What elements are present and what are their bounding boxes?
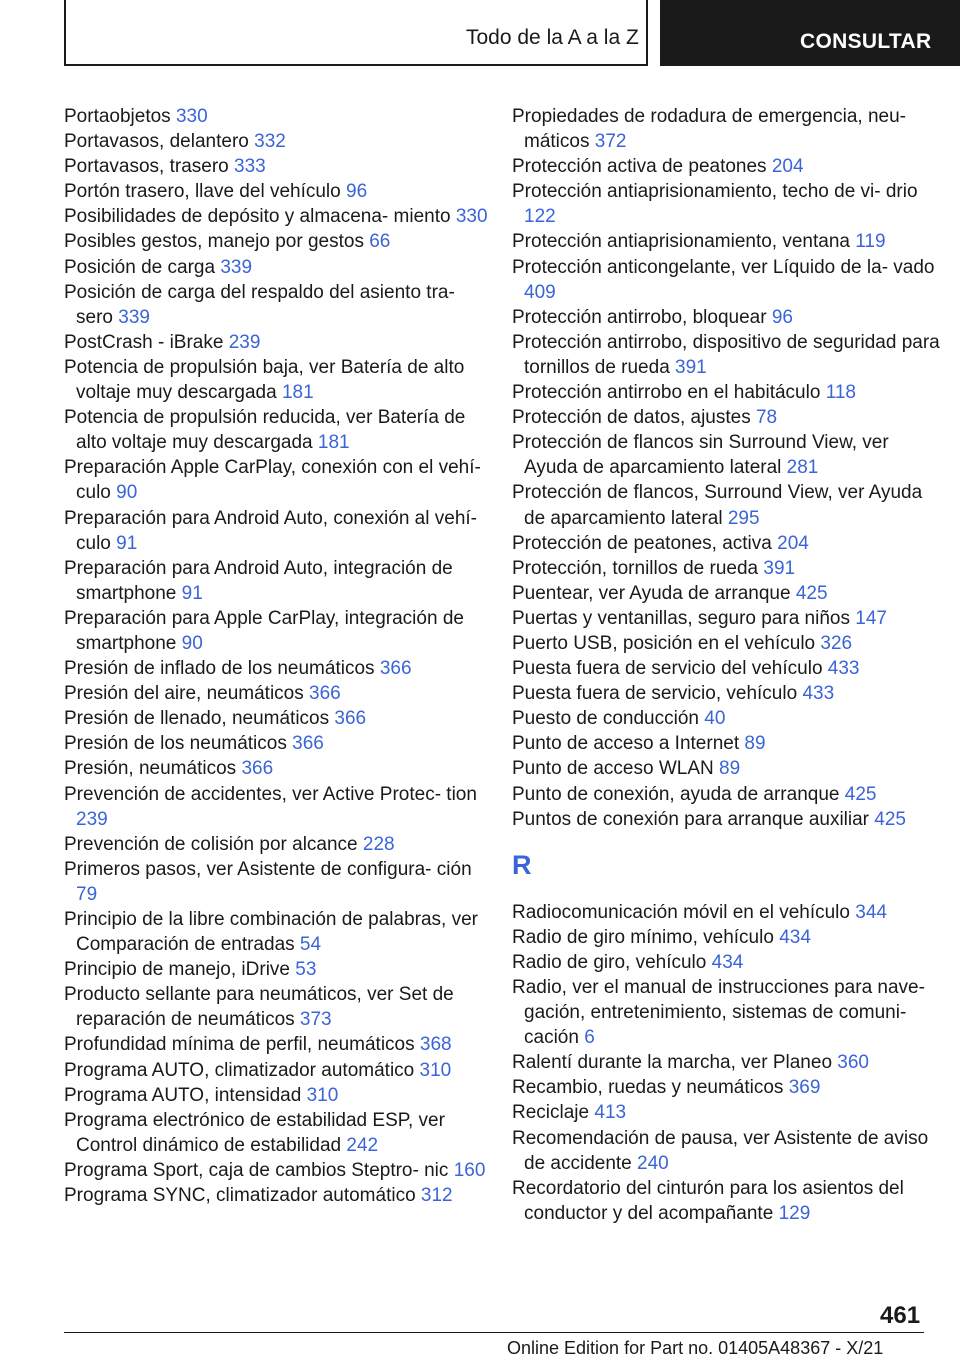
index-entry bbox=[512, 330, 942, 380]
index-entry bbox=[64, 957, 494, 982]
index-entry bbox=[512, 782, 942, 807]
index-entry-text: Portavasos, delantero bbox=[64, 131, 249, 153]
index-entry-page-link[interactable]: 433 bbox=[802, 683, 835, 705]
index-entry bbox=[64, 982, 494, 1032]
index-entry bbox=[512, 405, 942, 430]
index-entry-text: Posibles gestos, manejo por gestos bbox=[64, 231, 364, 253]
index-entry-text: Primeros pasos, ver Asistente de configura‐ ción bbox=[64, 858, 472, 880]
index-entry bbox=[512, 681, 942, 706]
index-entry-page-link[interactable]: 89 bbox=[744, 733, 766, 755]
index-entry-page-link[interactable]: 360 bbox=[837, 1052, 869, 1074]
index-entry-text: Protección de peatones, activa bbox=[512, 532, 772, 554]
index-entry-page-link[interactable]: 425 bbox=[844, 783, 877, 805]
index-entry-page-link[interactable]: 433 bbox=[827, 658, 860, 680]
section-letter-heading: R bbox=[512, 849, 532, 880]
index-entry-page-link[interactable]: 434 bbox=[711, 951, 744, 973]
index-entry-page-link[interactable]: 366 bbox=[292, 733, 324, 755]
index-entry-page-link[interactable]: 425 bbox=[795, 582, 828, 604]
index-entry-text: Protección antirrobo, dispositivo de seguridad para tornillos de rueda bbox=[512, 331, 940, 378]
index-entry-text: Reciclaje bbox=[512, 1102, 590, 1124]
index-entry-page-link[interactable]: 122 bbox=[524, 206, 556, 228]
index-entry-page-link[interactable]: 330 bbox=[175, 106, 208, 127]
index-entry bbox=[64, 1158, 494, 1183]
index-entry-page-link[interactable]: 240 bbox=[637, 1152, 669, 1174]
index-entry bbox=[64, 1083, 494, 1108]
index-entry-page-link[interactable]: 96 bbox=[346, 181, 368, 203]
tab-consultar[interactable]: CONSULTAR bbox=[660, 0, 960, 66]
index-entry bbox=[512, 255, 942, 305]
index-entry bbox=[512, 430, 942, 480]
index-entry-text: Puerto USB, posición en el vehículo bbox=[512, 632, 816, 654]
index-entry-text: Preparación Apple CarPlay, conexión con el vehí‐ culo bbox=[64, 457, 481, 504]
index-entry-page-link[interactable]: 90 bbox=[181, 632, 203, 654]
index-entry-page-link[interactable]: 326 bbox=[820, 632, 853, 654]
index-entry-text: Portavasos, trasero bbox=[64, 156, 229, 178]
index-entry-page-link[interactable]: 373 bbox=[299, 1009, 332, 1031]
index-entry bbox=[64, 681, 494, 706]
index-entry bbox=[64, 606, 494, 656]
index-entry bbox=[512, 807, 942, 832]
index-entry-page-link[interactable]: 339 bbox=[220, 256, 253, 278]
index-entry-text: Recomendación de pausa, ver Asistente de aviso de accidente bbox=[512, 1127, 929, 1174]
index-entry-page-link[interactable]: 66 bbox=[369, 231, 391, 253]
index-entry bbox=[512, 950, 942, 975]
index-entry-text: Preparación para Android Auto, integración de smartphone bbox=[64, 557, 453, 604]
index-entry-page-link[interactable]: 368 bbox=[419, 1034, 452, 1056]
index-entry-page-link[interactable]: 310 bbox=[306, 1084, 339, 1106]
index-entry-text: Portaobjetos bbox=[64, 106, 171, 127]
index-entry-page-link[interactable]: 369 bbox=[788, 1077, 821, 1099]
index-entry-page-link[interactable]: 91 bbox=[181, 582, 203, 604]
index-entry-text: Potencia de propulsión reducida, ver Batería de alto voltaje muy descargada bbox=[64, 407, 466, 454]
index-entry-page-link[interactable]: 54 bbox=[299, 934, 322, 956]
index-entry-text: Puntos de conexión para arranque auxiliar bbox=[512, 808, 870, 830]
index-entry-page-link[interactable]: 391 bbox=[675, 356, 707, 378]
index-entry-page-link[interactable]: 118 bbox=[825, 382, 856, 404]
index-entry-page-link[interactable]: 79 bbox=[76, 883, 98, 905]
index-entry-text: Portón trasero, llave del vehículo bbox=[64, 181, 341, 203]
index-entry-text: Preparación para Apple CarPlay, integración de smartphone bbox=[64, 607, 464, 654]
index-column-left bbox=[64, 104, 494, 1208]
index-entry-page-link[interactable]: 239 bbox=[228, 331, 261, 353]
index-entry-text: Protección, tornillos de rueda bbox=[512, 557, 759, 579]
index-entry-page-link[interactable]: 344 bbox=[855, 901, 887, 923]
index-entry-text: Programa electrónico de estabilidad ESP, ver Control dinámico de estabilidad bbox=[64, 1109, 445, 1156]
index-entry bbox=[512, 900, 942, 925]
index-entry bbox=[64, 506, 494, 556]
index-entry-text: Protección de flancos sin Surround View, ver Ayuda de aparcamiento lateral bbox=[512, 432, 889, 479]
index-entry-text: Presión de los neumáticos bbox=[64, 733, 287, 755]
index-entry-page-link[interactable]: 181 bbox=[281, 382, 314, 404]
index-entry bbox=[64, 782, 494, 832]
index-entry-page-link[interactable]: 160 bbox=[453, 1159, 486, 1181]
index-entry bbox=[512, 731, 942, 756]
index-group-r bbox=[512, 900, 942, 1226]
index-entry-text: Radio de giro mínimo, vehículo bbox=[512, 926, 774, 948]
index-entry bbox=[64, 104, 494, 129]
index-entry bbox=[512, 1075, 942, 1100]
index-entry bbox=[512, 380, 942, 405]
index-entry-page-link[interactable]: 295 bbox=[727, 507, 760, 529]
index-entry bbox=[64, 556, 494, 606]
index-entry-text: Protección activa de peatones bbox=[512, 156, 767, 178]
index-entry-page-link[interactable]: 281 bbox=[786, 457, 819, 479]
index-entry-text: Radio de giro, vehículo bbox=[512, 951, 707, 973]
index-entry-text: Punto de conexión, ayuda de arranque bbox=[512, 783, 840, 805]
index-entry-text: Protección antiaprisionamiento, techo de vi‐ drio bbox=[512, 181, 918, 203]
index-entry bbox=[64, 706, 494, 731]
index-entry bbox=[64, 1108, 494, 1158]
index-entry-page-link[interactable]: 333 bbox=[234, 156, 266, 178]
index-entry bbox=[512, 1100, 942, 1125]
index-entry-page-link[interactable]: 181 bbox=[317, 432, 350, 454]
index-entry-page-link[interactable]: 204 bbox=[777, 532, 809, 554]
index-entry-page-link[interactable]: 89 bbox=[719, 758, 741, 780]
index-entry-text: Programa Sport, caja de cambios Steptro‐ nic bbox=[64, 1159, 449, 1181]
index-entry-text: Principio de la libre combinación de palabras, ver Comparación de entradas bbox=[64, 909, 479, 956]
index-entry-text: Presión de llenado, neumáticos bbox=[64, 708, 330, 730]
index-entry-text: Preparación para Android Auto, conexión al vehí‐ culo bbox=[64, 507, 477, 554]
index-entry bbox=[512, 556, 942, 581]
index-entry-page-link[interactable]: 40 bbox=[704, 708, 726, 730]
index-entry bbox=[64, 255, 494, 280]
index-entry bbox=[512, 480, 942, 530]
index-entry-page-link[interactable]: 366 bbox=[309, 683, 341, 705]
index-entry-page-link[interactable]: 366 bbox=[334, 708, 367, 730]
index-entry bbox=[64, 907, 494, 957]
index-entry-page-link[interactable]: 78 bbox=[755, 407, 778, 429]
index-entry-page-link[interactable]: 204 bbox=[771, 156, 804, 178]
index-entry-text: Producto sellante para neumáticos, ver Set de reparación de neumáticos bbox=[64, 984, 454, 1031]
index-entry-page-link[interactable]: 90 bbox=[116, 482, 138, 504]
index-entry-text: Presión del aire, neumáticos bbox=[64, 683, 304, 705]
header-left-border bbox=[64, 0, 66, 66]
index-entry bbox=[512, 531, 942, 556]
index-entry-page-link[interactable]: 242 bbox=[346, 1134, 379, 1156]
index-group-p bbox=[512, 104, 942, 832]
index-entry-page-link[interactable]: 312 bbox=[420, 1185, 453, 1207]
index-entry bbox=[64, 1183, 494, 1208]
index-entry-text: Posibilidades de depósito y almacena‐ miento bbox=[64, 206, 451, 228]
index-entry bbox=[512, 1126, 942, 1176]
index-entry-text: Recambio, ruedas y neumáticos bbox=[512, 1077, 784, 1099]
page-header bbox=[0, 0, 960, 66]
index-entry-page-link[interactable]: 96 bbox=[771, 306, 793, 328]
index-entry-text: Punto de acceso a Internet bbox=[512, 733, 740, 755]
index-entry bbox=[64, 1058, 494, 1083]
index-entry-page-link[interactable]: 310 bbox=[419, 1059, 452, 1081]
index-entry bbox=[64, 455, 494, 505]
header-bottom-border bbox=[64, 64, 648, 66]
index-entry-text: Posición de carga bbox=[64, 256, 216, 278]
index-entry bbox=[64, 129, 494, 154]
index-entry-text: Prevención de colisión por alcance bbox=[64, 833, 358, 855]
index-entry bbox=[64, 154, 494, 179]
index-entry bbox=[512, 606, 942, 631]
index-entry-page-link[interactable]: 409 bbox=[524, 281, 556, 303]
index-entry-text: Protección anticongelante, ver Líquido de la‐ vado bbox=[512, 256, 935, 278]
index-entry bbox=[64, 204, 494, 229]
index-entry-page-link[interactable]: 129 bbox=[778, 1202, 811, 1224]
index-entry bbox=[512, 104, 942, 154]
index-entry-page-link[interactable]: 330 bbox=[455, 206, 488, 228]
index-entry-page-link[interactable]: 413 bbox=[594, 1102, 627, 1124]
index-entry bbox=[64, 179, 494, 204]
tab-index-a-z[interactable]: Todo de la A a la Z bbox=[466, 26, 639, 49]
index-entry-text: Ralentí durante la marcha, ver Planeo bbox=[512, 1052, 833, 1074]
index-entry bbox=[64, 229, 494, 254]
index-entry-text: Posición de carga del respaldo del asiento tra‐ sero bbox=[64, 281, 455, 328]
index-entry-page-link[interactable]: 239 bbox=[76, 808, 108, 830]
index-entry-text: Profundidad mínima de perfil, neumáticos bbox=[64, 1034, 415, 1056]
index-entry bbox=[512, 179, 942, 229]
index-entry bbox=[512, 656, 942, 681]
index-entry-text: Radio, ver el manual de instrucciones para nave‐ gación, entretenimiento, sistemas de comuni‐ cación bbox=[512, 977, 925, 1049]
index-entry-text: Protección antirrobo, bloquear bbox=[512, 306, 767, 328]
index-entry bbox=[64, 280, 494, 330]
index-entry-page-link[interactable]: 366 bbox=[241, 758, 274, 780]
index-entry bbox=[64, 1032, 494, 1057]
footer-divider bbox=[64, 1332, 924, 1333]
index-entry bbox=[512, 706, 942, 731]
index-entry-text: Protección de flancos, Surround View, ver Ayuda de aparcamiento lateral bbox=[512, 482, 923, 529]
index-entry-page-link[interactable]: 372 bbox=[594, 131, 627, 153]
index-entry-text: Programa AUTO, climatizador automático bbox=[64, 1059, 415, 1081]
index-entry-text: PostCrash - iBrake bbox=[64, 331, 224, 353]
index-entry-text: Prevención de accidentes, ver Active Protec‐ tion bbox=[64, 783, 477, 805]
index-entry bbox=[64, 355, 494, 405]
index-entry bbox=[512, 229, 942, 254]
index-entry-text: Propiedades de rodadura de emergencia, neu‐ máticos bbox=[512, 106, 906, 153]
index-entry bbox=[512, 305, 942, 330]
index-entry bbox=[512, 1050, 942, 1075]
index-entry-page-link[interactable]: 147 bbox=[855, 607, 887, 629]
index-entry-text: Puentear, ver Ayuda de arranque bbox=[512, 582, 791, 604]
index-entry bbox=[512, 975, 942, 1050]
page-number: 461 bbox=[880, 1302, 921, 1329]
index-entry bbox=[512, 581, 942, 606]
index-entry-page-link[interactable]: 391 bbox=[763, 557, 796, 579]
index-entry-page-link[interactable]: 332 bbox=[254, 131, 286, 153]
index-entry-page-link[interactable]: 91 bbox=[116, 532, 138, 554]
index-entry-text: Protección antiaprisionamiento, ventana bbox=[512, 231, 850, 253]
index-entry bbox=[64, 756, 494, 781]
index-entry-text: Programa SYNC, climatizador automático bbox=[64, 1185, 416, 1207]
footer-edition: Online Edition for Part no. 01405A48367 - X/21 bbox=[507, 1338, 884, 1358]
index-entry-page-link[interactable]: 339 bbox=[118, 306, 150, 328]
index-entry-text: Puertas y ventanillas, seguro para niños bbox=[512, 607, 850, 629]
index-entry bbox=[512, 631, 942, 656]
index-entry-page-link[interactable]: 6 bbox=[584, 1027, 595, 1049]
index-entry-page-link[interactable]: 119 bbox=[855, 231, 886, 253]
index-entry bbox=[512, 1176, 942, 1226]
index-entry-page-link[interactable]: 366 bbox=[379, 658, 412, 680]
index-entry-text: Protección antirrobo en el habitáculo bbox=[512, 382, 821, 404]
index-entry bbox=[512, 154, 942, 179]
index-entry-text: Punto de acceso WLAN bbox=[512, 758, 714, 780]
index-entry-text: Presión, neumáticos bbox=[64, 758, 237, 780]
index-entry-page-link[interactable]: 434 bbox=[779, 926, 811, 948]
index-entry-text: Principio de manejo, iDrive bbox=[64, 959, 290, 981]
index-entry-text: Programa AUTO, intensidad bbox=[64, 1084, 302, 1106]
index-entry bbox=[64, 330, 494, 355]
index-entry bbox=[64, 656, 494, 681]
index-entry bbox=[64, 731, 494, 756]
index-entry-page-link[interactable]: 228 bbox=[362, 833, 395, 855]
index-entry-page-link[interactable]: 425 bbox=[874, 808, 906, 830]
index-entry bbox=[64, 832, 494, 857]
index-entry-text: Radiocomunicación móvil en el vehículo bbox=[512, 901, 850, 923]
index-entry bbox=[64, 405, 494, 455]
index-entry-text: Protección de datos, ajustes bbox=[512, 407, 751, 429]
header-divider bbox=[646, 0, 648, 66]
index-entry-text: Potencia de propulsión baja, ver Batería de alto voltaje muy descargada bbox=[64, 356, 465, 404]
index-entry-text: Puesta fuera de servicio, vehículo bbox=[512, 683, 798, 705]
index-entry-text: Puesto de conducción bbox=[512, 708, 699, 730]
index-entry bbox=[64, 857, 494, 907]
index-entry-text: Presión de inflado de los neumáticos bbox=[64, 658, 375, 680]
index-entry bbox=[512, 925, 942, 950]
index-entry-text: Recordatorio del cinturón para los asientos del conductor y del acompañante bbox=[512, 1177, 904, 1224]
index-column-right bbox=[512, 104, 942, 1226]
index-entry-text: Puesta fuera de servicio del vehículo bbox=[512, 658, 823, 680]
index-entry-page-link[interactable]: 53 bbox=[295, 959, 317, 981]
index-entry bbox=[512, 756, 942, 781]
